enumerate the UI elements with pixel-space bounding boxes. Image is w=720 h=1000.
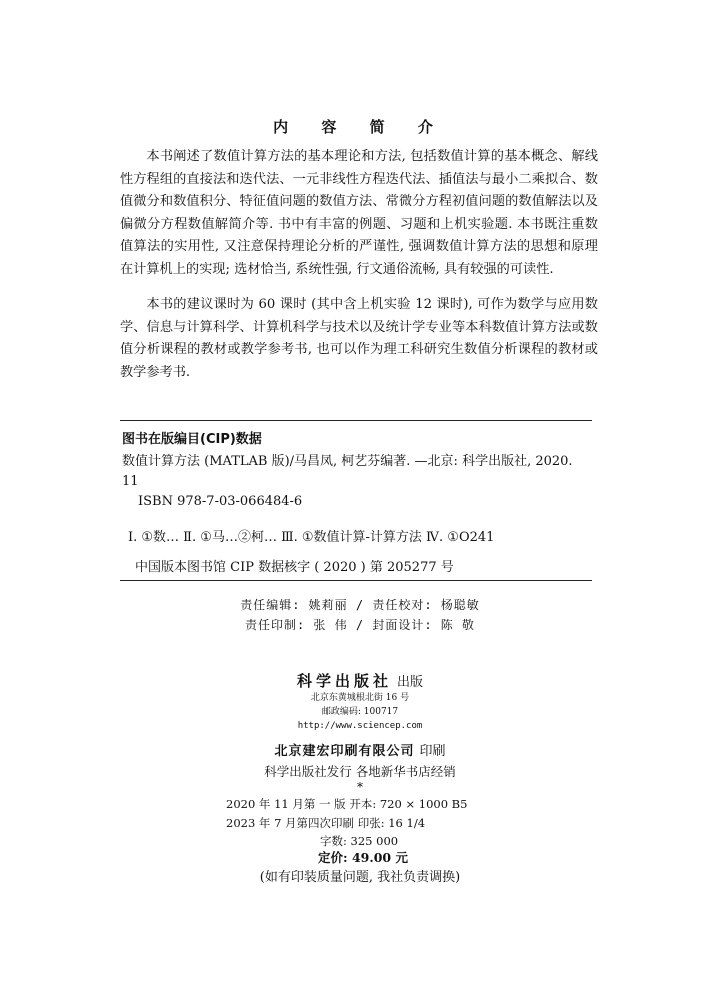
cip-isbn: ISBN 978-7-03-066484-6 <box>138 494 303 509</box>
spec-notice: (如有印装质量问题, 我社负责调换) <box>259 870 461 885</box>
printer-line <box>0 740 720 759</box>
distribution-line: 科学出版社发行 各地新华书店经销 <box>264 764 456 779</box>
spec-price: 定价: 49.00 元 <box>318 850 408 865</box>
cip-record: 数值计算方法 (MATLAB 版)/马昌凤, 柯艺芬编著. —北京: 科学出版社, 2020. 11 <box>122 454 573 489</box>
spec-word-count: 字数: 325 000 <box>320 834 399 848</box>
separator-asterisk: * <box>357 780 363 794</box>
publisher-line <box>0 670 720 691</box>
printer-suffix: 印刷 <box>419 744 446 759</box>
intro-paragraph-2: 本书的建议课时为 60 课时 (其中含上机实验 12 课时), 可作为数学与应用数学、信息与计算科学、计算机科学与技术以及统计学专业等本科数值计算方法或数值分析课程的教材或教学参考书, 也可以作为理工科研究生数值分析课程的教材或教学参考书. <box>120 297 598 380</box>
printer-name: 北京建宏印刷有限公司 <box>274 744 415 759</box>
cip-heading: 图书在版编目(CIP)数据 <box>122 432 262 447</box>
page-title: 内 容 简 介 <box>273 118 447 136</box>
publisher-suffix: 出版 <box>397 675 424 690</box>
publisher-name: 科学出版社 <box>296 672 392 690</box>
spec-printing: 2023 年 7 月第四次印刷 印张: 16 1/4 <box>226 816 426 830</box>
cip-bottom-rule <box>120 580 592 581</box>
credits-production: 责任印制: 张 伟 / 封面设计: 陈 敬 <box>244 618 476 632</box>
intro-paragraph-1: 本书阐述了数值计算方法的基本理论和方法, 包括数值计算的基本概念、解线性方程组的直接法和迭代法、一元非线性方程迭代法、插值法与最小二乘拟合、数值微分和数值积分、特征值问题的数值方法、常微分方程初值问题的数值解法以及偏微分方程数值解简介等. 书中有丰富的例题、习题和上机实验题. 本书既注重数值算法的实用性, 又注意保持理论分析的严谨性, 强调数值计算方法的思想和原理在计算机上的实现; 选材恰当, 系统性强, 行文通俗流畅, 具有较强的可读性. <box>120 149 598 277</box>
publisher-postcode: 邮政编码: 100717 <box>321 707 399 717</box>
publisher-address: 北京东黄城根北街 16 号 <box>310 693 410 703</box>
cip-classification: Ⅰ. ①数… Ⅱ. ①马…②柯… Ⅲ. ①数值计算-计算方法 Ⅳ. ①O241 <box>128 530 495 545</box>
spec-edition: 2020 年 11 月第 一 版 开本: 720 × 1000 B5 <box>226 797 468 811</box>
credits-editors: 责任编辑: 姚莉丽 / 责任校对: 杨聪敏 <box>240 598 480 612</box>
cip-top-rule <box>120 420 592 421</box>
cip-number: 中国版本图书馆 CIP 数据核字 ( 2020 ) 第 205277 号 <box>135 560 454 575</box>
publisher-url: http://www.sciencep.com <box>297 721 423 731</box>
